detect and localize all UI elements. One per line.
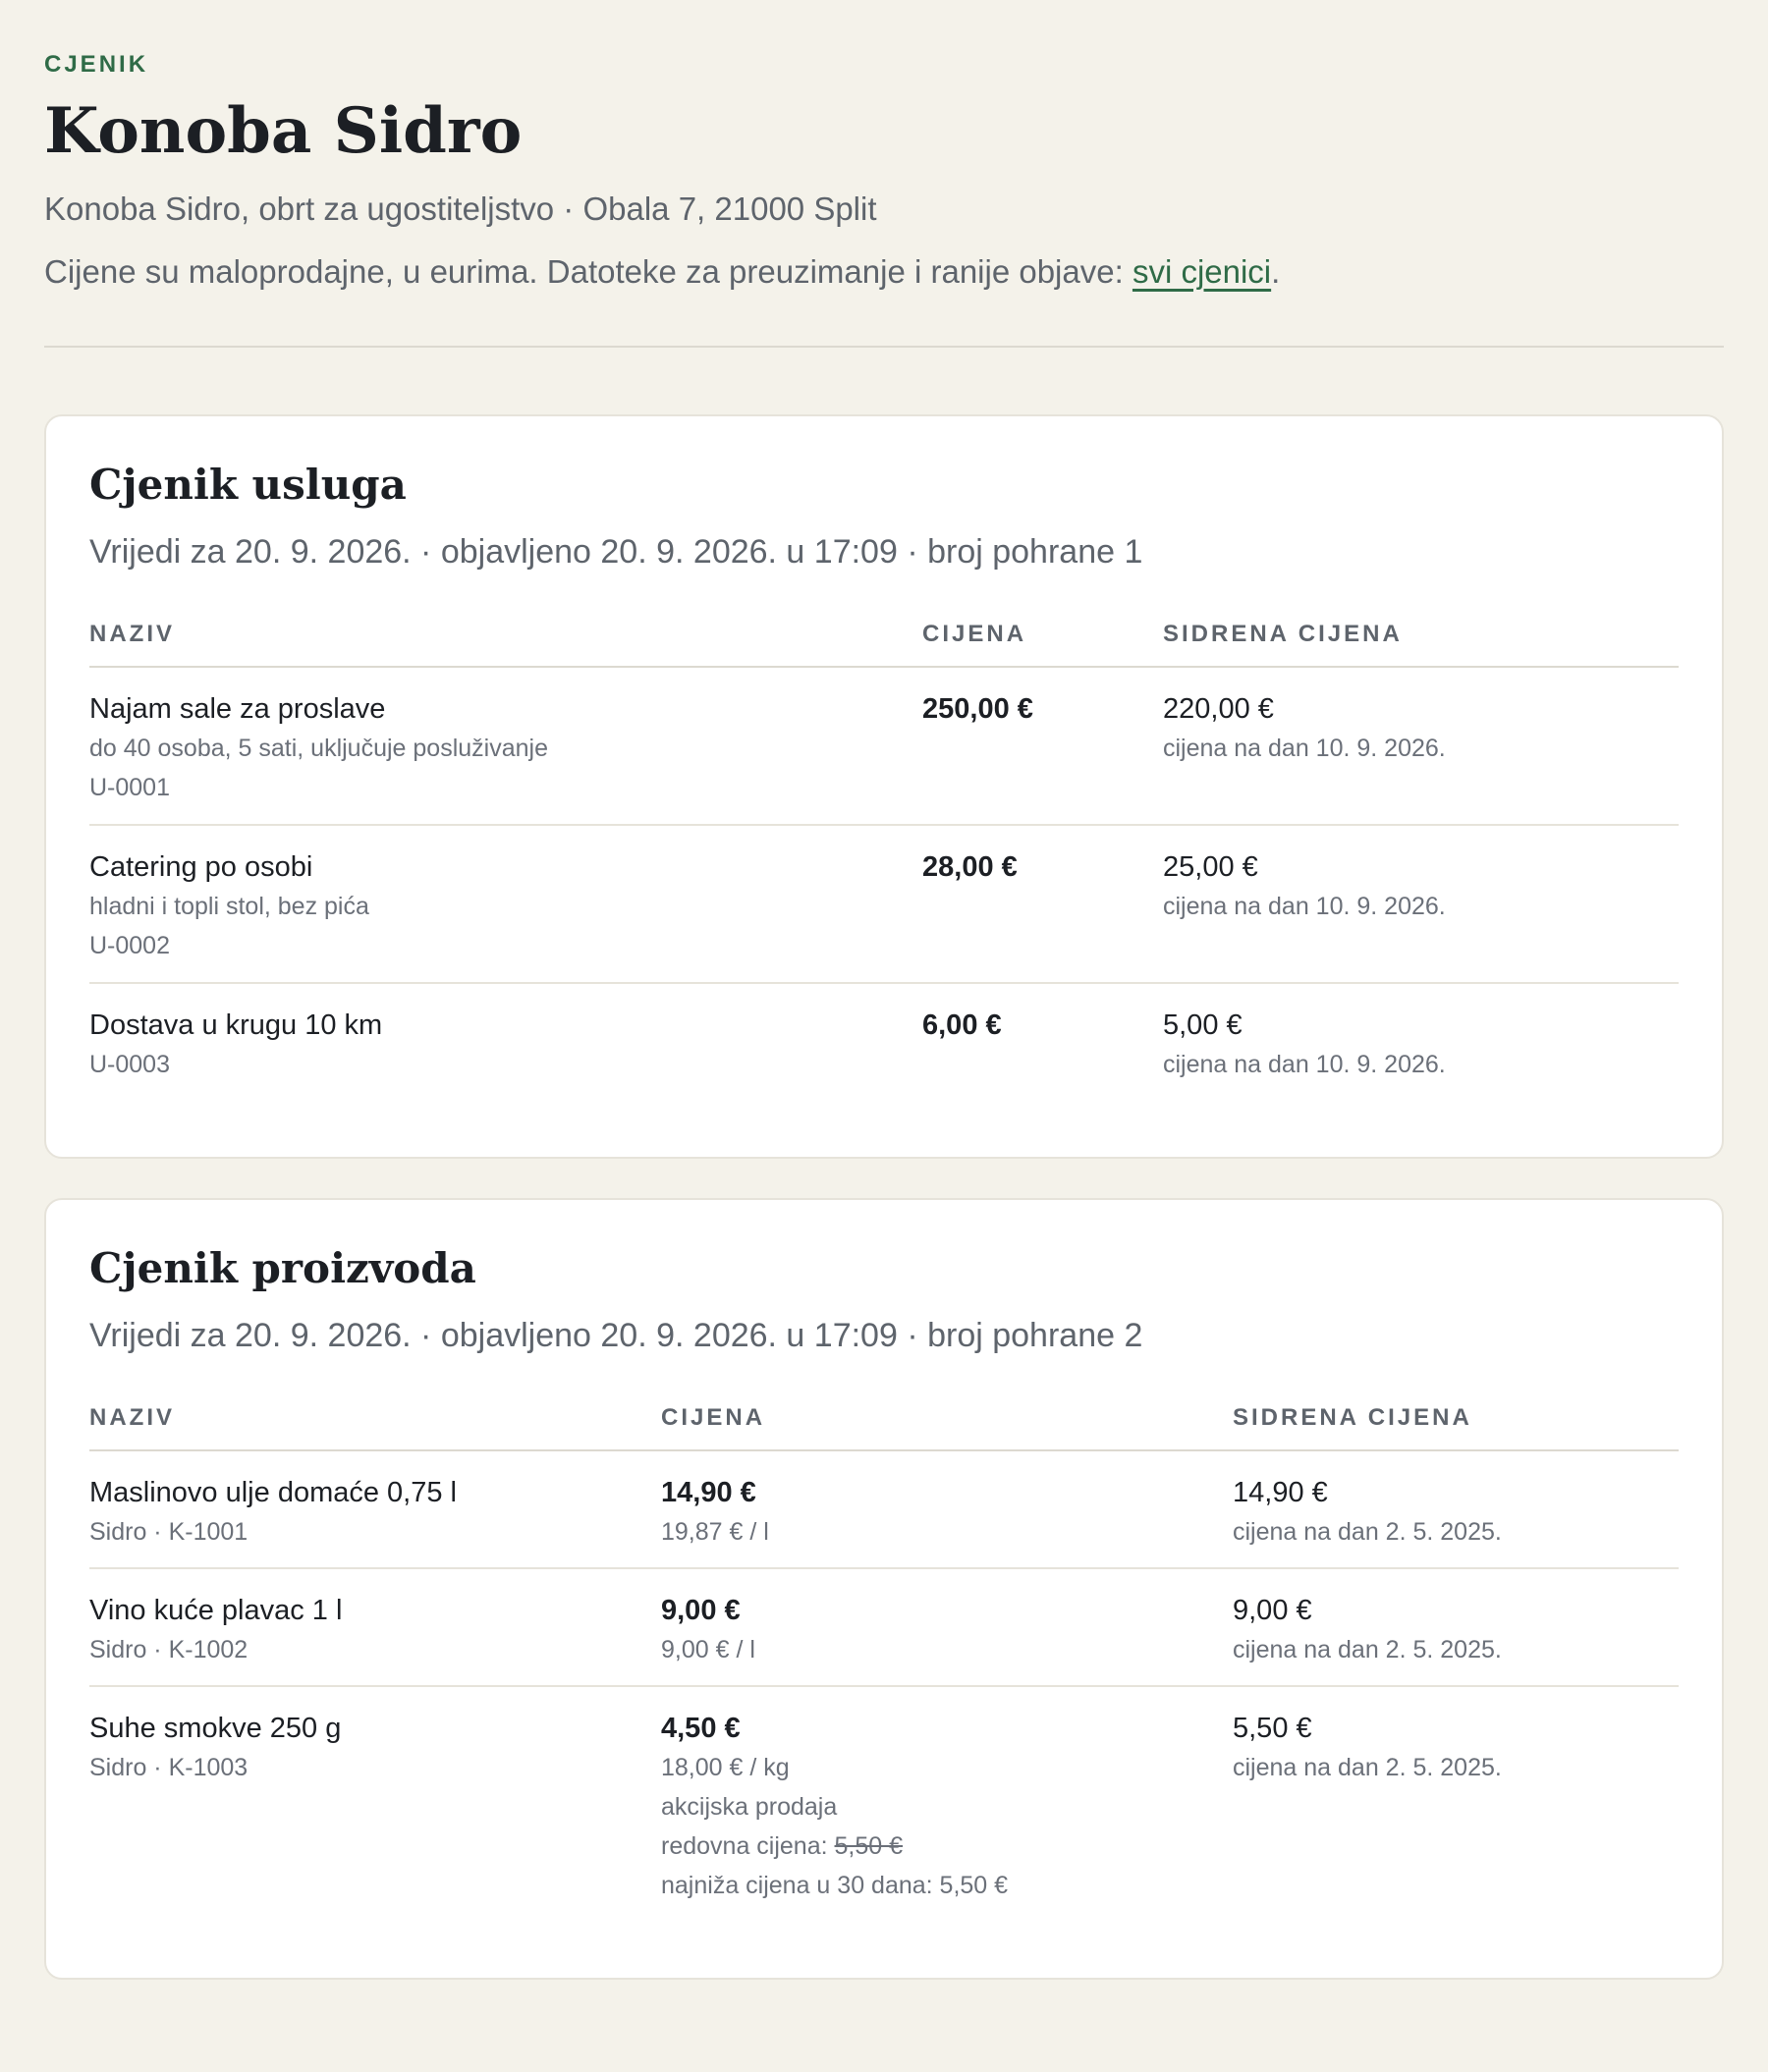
item-name: Vino kuće plavac 1 l <box>89 1595 343 1626</box>
column-name: NAZIV <box>89 1404 175 1431</box>
column-price: CIJENA <box>661 1404 766 1431</box>
products-meta: Vrijedi za 20. 9. 2026. · objavljeno 20. 9. 2026. u 17:09 · broj pohrane 2 <box>89 1317 1143 1354</box>
lowest-price-30-days: najniža cijena u 30 dana: 5,50 € <box>661 1872 1009 1899</box>
products-title: Cjenik proizvoda <box>89 1244 476 1292</box>
item-brand-code: Sidro · K-1003 <box>89 1754 249 1781</box>
page-title: Konoba Sidro <box>44 94 523 168</box>
item-price: 9,00 € <box>661 1595 741 1626</box>
column-anchor-price: SIDRENA CIJENA <box>1163 621 1403 647</box>
services-price-list <box>44 414 1724 1159</box>
header-divider <box>44 346 1724 348</box>
item-description: do 40 osoba, 5 sati, uključuje posluživanje <box>89 735 548 762</box>
item-description: hladni i topli stol, bez pića <box>89 893 369 920</box>
table-row <box>89 1451 1679 1569</box>
all-price-lists-link[interactable]: svi cjenici <box>1132 253 1272 290</box>
item-anchor-price: 25,00 € <box>1163 851 1258 883</box>
item-price: 6,00 € <box>922 1009 1002 1041</box>
item-brand-code: Sidro · K-1001 <box>89 1518 249 1546</box>
item-price: 28,00 € <box>922 851 1018 883</box>
item-code: U-0003 <box>89 1051 170 1078</box>
table-row <box>89 1687 1679 1942</box>
price-note-end: . <box>1271 253 1281 290</box>
price-note-text: Cijene su maloprodajne, u eurima. Datoteke za preuzimanje i ranije objave: <box>44 253 1133 290</box>
item-anchor-price: 5,00 € <box>1163 1009 1243 1041</box>
item-unit-price: 19,87 € / l <box>661 1518 769 1546</box>
item-anchor-note: cijena na dan 10. 9. 2026. <box>1163 1051 1446 1078</box>
item-anchor-note: cijena na dan 2. 5. 2025. <box>1233 1518 1502 1546</box>
table-row <box>89 1569 1679 1687</box>
item-name: Dostava u krugu 10 km <box>89 1009 383 1041</box>
price-note <box>44 251 1724 293</box>
item-anchor-note: cijena na dan 10. 9. 2026. <box>1163 893 1446 920</box>
page-eyebrow: CJENIK <box>44 51 149 78</box>
item-anchor-note: cijena na dan 10. 9. 2026. <box>1163 735 1446 762</box>
item-name: Maslinovo ulje domaće 0,75 l <box>89 1477 457 1508</box>
regular-price-strikethrough: 5,50 € <box>834 1832 904 1860</box>
services-table-header <box>89 597 1679 668</box>
column-price: CIJENA <box>922 621 1027 647</box>
column-anchor-price: SIDRENA CIJENA <box>1233 1404 1472 1431</box>
table-row <box>89 826 1679 984</box>
item-anchor-note: cijena na dan 2. 5. 2025. <box>1233 1754 1502 1781</box>
products-table-header <box>89 1381 1679 1451</box>
regular-price-label: redovna cijena: <box>661 1832 835 1860</box>
products-price-list <box>44 1198 1724 1980</box>
item-name: Najam sale za proslave <box>89 693 386 725</box>
item-name: Catering po osobi <box>89 851 313 883</box>
promo-label: akcijska prodaja <box>661 1793 838 1821</box>
item-code: U-0001 <box>89 774 170 801</box>
item-price: 14,90 € <box>661 1477 756 1508</box>
item-code: U-0002 <box>89 932 170 959</box>
item-brand-code: Sidro · K-1002 <box>89 1636 249 1663</box>
services-title: Cjenik usluga <box>89 461 407 509</box>
price-list-page <box>44 0 1724 1899</box>
table-row <box>89 668 1679 826</box>
item-anchor-price: 14,90 € <box>1233 1477 1328 1508</box>
item-anchor-price: 5,50 € <box>1233 1713 1312 1744</box>
item-name: Suhe smokve 250 g <box>89 1713 342 1744</box>
table-row <box>89 984 1679 1121</box>
column-name: NAZIV <box>89 621 175 647</box>
item-price: 250,00 € <box>922 693 1033 725</box>
item-anchor-note: cijena na dan 2. 5. 2025. <box>1233 1636 1502 1663</box>
services-meta: Vrijedi za 20. 9. 2026. · objavljeno 20. 9. 2026. u 17:09 · broj pohrane 1 <box>89 533 1143 571</box>
item-unit-price: 9,00 € / l <box>661 1636 755 1663</box>
item-anchor-price: 220,00 € <box>1163 693 1274 725</box>
item-anchor-price: 9,00 € <box>1233 1595 1312 1626</box>
item-unit-price: 18,00 € / kg <box>661 1754 790 1781</box>
business-line: Konoba Sidro, obrt za ugostiteljstvo · Obala 7, 21000 Split <box>44 191 877 227</box>
item-price: 4,50 € <box>661 1713 741 1744</box>
regular-price-line <box>661 1827 1008 1866</box>
